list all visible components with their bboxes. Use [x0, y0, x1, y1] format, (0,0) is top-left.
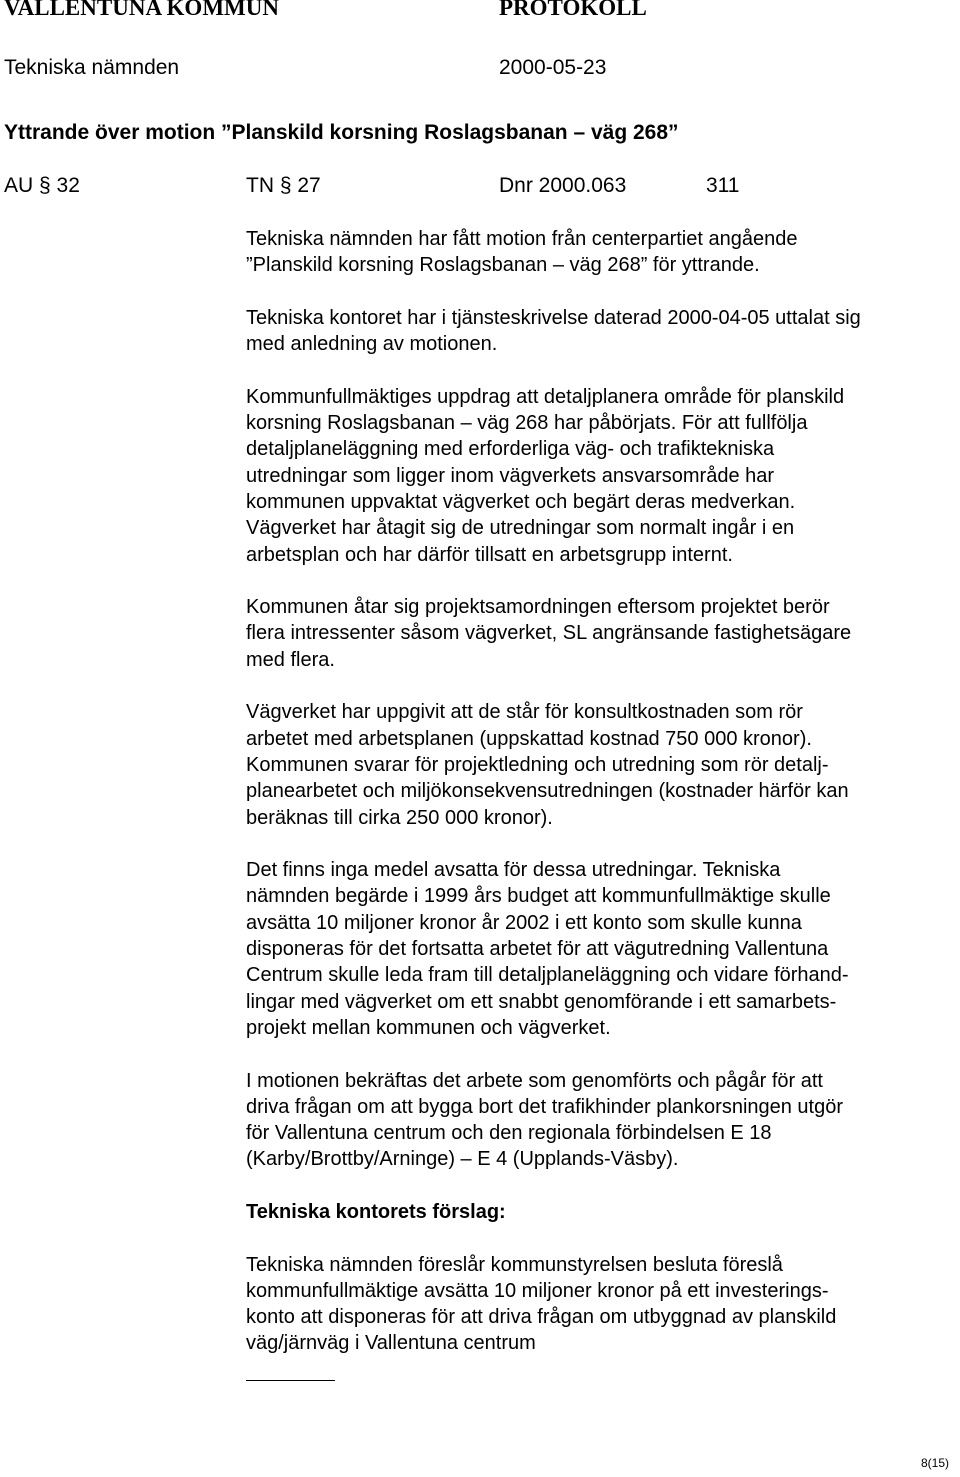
paragraph-coordination [246, 594, 960, 673]
text-line: Kommunen åtar sig projektsamordningen eftersom projektet berör [246, 596, 830, 619]
paragraph-referral [246, 226, 960, 279]
text-line: detaljplaneläggning med erforderliga väg- och trafiktekniska [246, 438, 775, 461]
meeting-date: 2000-05-23 [499, 56, 607, 79]
text-line: beräknas till cirka 250 000 kronor). [246, 806, 553, 829]
board-name: Tekniska nämnden [4, 56, 180, 79]
text-line: (Karby/Brottby/Arninge) – E 4 (Upplands-Väsby). [246, 1148, 679, 1171]
text-line: med anledning av motionen. [246, 333, 498, 356]
archive-number: 311 [706, 174, 740, 197]
text-line: arbetet med arbetsplanen (uppskattad kostnad 750 000 kronor). [246, 727, 812, 750]
text-line: Kommunfullmäktiges uppdrag att detaljplanera område för planskild [246, 385, 845, 408]
text-line: utredningar som ligger inom vägverkets ansvarsområde har [246, 464, 775, 487]
text-line: med flera. [246, 648, 335, 671]
paragraph-proposal [246, 1252, 960, 1357]
text-line: projekt mellan kommunen och vägverket. [246, 1016, 611, 1039]
text-line: kommunen uppvaktat vägverket och begärt deras medverkan. [246, 490, 796, 513]
end-rule [246, 1380, 335, 1381]
text-line: Vägverket har åtagit sig de utredningar som normalt ingår i en [246, 517, 795, 540]
au-paragraph-ref: AU § 32 [4, 174, 80, 197]
text-line: Vägverket har uppgivit att de står för konsultkostnaden som rör [246, 701, 803, 724]
text-line: kommunfullmäktige avsätta 10 miljoner kronor på ett investerings- [246, 1279, 829, 1302]
document-body [246, 226, 960, 1383]
text-line: korsning Roslagsbanan – väg 268 har påbörjats. För att fullfölja [246, 412, 808, 435]
text-line: arbetsplan och har därför tillsatt en arbetsgrupp internt. [246, 543, 733, 566]
document-title: Yttrande över motion ”Planskild korsning Roslagsbanan – väg 268” [4, 121, 679, 144]
page-number: 8(15) [921, 1456, 950, 1470]
text-line: lingar med vägverket om ett snabbt genomförande i ett samarbets- [246, 990, 837, 1013]
text-line: Tekniska nämnden har fått motion från centerpartiet angående [246, 228, 798, 250]
paragraph-assignment [246, 384, 960, 568]
text-line: avsätta 10 miljoner kronor år 2002 i ett konto som skulle kunna [246, 911, 802, 934]
text-line: Centrum skulle leda fram till detaljplaneläggning och vidare förhand- [246, 964, 849, 987]
text-line: Kommunen svarar för projektledning och utredning som rör detalj- [246, 753, 829, 776]
dnr-ref: Dnr 2000.063 [499, 174, 627, 197]
document-type: PROTOKOLL [499, 0, 647, 20]
text-line: disponeras för det fortsatta arbetet för att vägutredning Vallentuna [246, 938, 829, 961]
text-line: ”Planskild korsning Roslagsbanan – väg 268” för yttrande. [246, 254, 760, 277]
text-line: konto att disponeras för att driva frågan om utbyggnad av planskild [246, 1306, 837, 1329]
paragraph-office-statement [246, 305, 960, 358]
text-line: planearbetet och miljökonsekvensutredningen (kostnader härför kan [246, 780, 849, 803]
text-line: nämnden begärde i 1999 års budget att kommunfullmäktige skulle [246, 885, 831, 908]
text-line: Tekniska nämnden föreslår kommunstyrelsen besluta föreslå [246, 1253, 783, 1276]
text-line: I motionen bekräftas det arbete som genomförts och pågår för att [246, 1069, 823, 1092]
paragraph-motion-confirmation [246, 1068, 960, 1173]
proposal-heading: Tekniska kontorets förslag: [246, 1200, 506, 1223]
text-line: flera intressenter såsom vägverket, SL angränsande fastighetsägare [246, 622, 852, 645]
paragraph-costs [246, 699, 960, 830]
text-line: Det finns inga medel avsatta för dessa utredningar. Tekniska [246, 859, 781, 882]
municipality-name: VALLENTUNA KOMMUN [4, 0, 279, 20]
text-line: Tekniska kontoret har i tjänsteskrivelse daterad 2000-04-05 uttalat sig [246, 306, 861, 329]
text-line: väg/järnväg i Vallentuna centrum [246, 1332, 536, 1355]
tn-paragraph-ref: TN § 27 [246, 174, 321, 197]
text-line: driva frågan om att bygga bort det trafikhinder plankorsningen utgör [246, 1095, 844, 1118]
paragraph-funding [246, 857, 960, 1041]
text-line: för Vallentuna centrum och den regionala förbindelsen E 18 [246, 1122, 772, 1145]
